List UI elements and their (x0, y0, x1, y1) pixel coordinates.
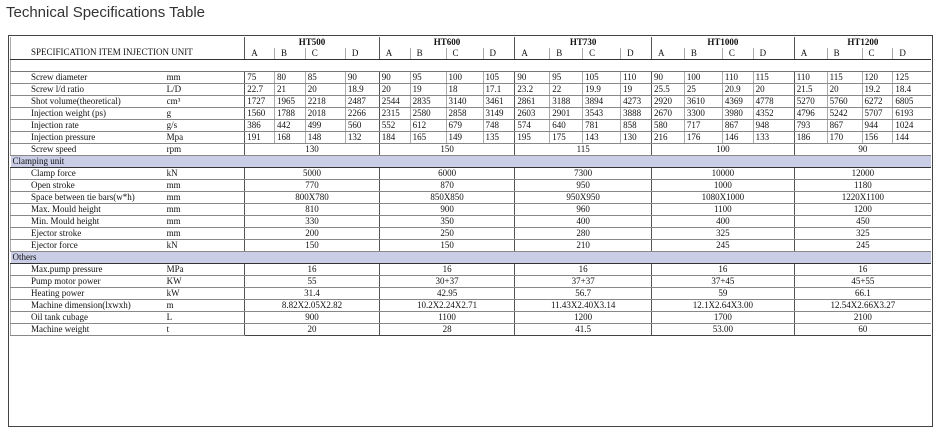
value-cell-ht600: 150 (379, 144, 515, 156)
value-cell: 105 (483, 72, 515, 84)
value-cell: 2670 (651, 108, 684, 120)
table-row (11, 312, 932, 324)
table-row (11, 144, 932, 156)
table-row (11, 132, 932, 144)
value-cell: 2544 (379, 96, 410, 108)
row-unit: Mpa (165, 132, 245, 144)
row-label: Space between tie bars(w*h) (11, 192, 165, 204)
value-cell: 184 (379, 132, 410, 144)
value-cell: 130 (621, 132, 652, 144)
value-cell: 3188 (550, 96, 583, 108)
table-row (11, 192, 932, 204)
value-cell: 612 (410, 120, 446, 132)
value-cell-ht500: 770 (245, 180, 380, 192)
value-cell: 1560 (245, 108, 275, 120)
value-cell: 18 (446, 84, 483, 96)
table-row (11, 204, 932, 216)
value-cell: 90 (651, 72, 684, 84)
value-cell: 85 (305, 72, 345, 84)
header-model-row (11, 37, 932, 48)
value-cell-ht730: 210 (515, 240, 652, 252)
value-cell: 2218 (305, 96, 345, 108)
row-label: Screw l/d ratio (11, 84, 165, 96)
value-cell: 22 (550, 84, 583, 96)
subcolumn-ht500-c: C (305, 48, 345, 60)
row-label: Heating power (11, 288, 165, 300)
value-cell-ht600: 6000 (379, 168, 515, 180)
value-cell: 25.5 (651, 84, 684, 96)
value-cell-ht730: 11.43X2.40X3.14 (515, 300, 652, 312)
value-cell-ht1200: 45+55 (794, 276, 931, 288)
value-cell-ht730: 41.5 (515, 324, 652, 336)
subcolumn-ht500-a: A (245, 48, 275, 60)
value-cell: 132 (345, 132, 379, 144)
value-cell: 95 (410, 72, 446, 84)
value-cell: 21.5 (794, 84, 827, 96)
section-label: Others (11, 252, 932, 264)
value-cell: 2018 (305, 108, 345, 120)
value-cell-ht1200: 90 (794, 144, 931, 156)
value-cell: 580 (651, 120, 684, 132)
value-cell: 2487 (345, 96, 379, 108)
value-cell: 948 (753, 120, 794, 132)
value-cell-ht500: 20 (245, 324, 380, 336)
value-cell: 2901 (550, 108, 583, 120)
value-cell-ht730: 960 (515, 204, 652, 216)
row-label: Ejector force (11, 240, 165, 252)
value-cell: 4352 (753, 108, 794, 120)
value-cell: 6193 (893, 108, 931, 120)
value-cell-ht500: 31.4 (245, 288, 380, 300)
value-cell-ht1000: 59 (651, 288, 794, 300)
value-cell-ht1000: 1100 (651, 204, 794, 216)
value-cell-ht500: 55 (245, 276, 380, 288)
value-cell-ht1000: 10000 (651, 168, 794, 180)
value-cell-ht1200: 245 (794, 240, 931, 252)
model-header-ht500: HT500 (245, 37, 380, 48)
subcolumn-ht1200-d: D (893, 48, 931, 60)
subcolumn-ht500-d: D (345, 48, 379, 60)
model-header-ht1000: HT1000 (651, 37, 794, 48)
row-label: Min. Mould height (11, 216, 165, 228)
row-unit: mm (165, 228, 245, 240)
value-cell: 90 (515, 72, 550, 84)
value-cell: 146 (722, 132, 753, 144)
value-cell: 6272 (862, 96, 893, 108)
row-unit: cm³ (165, 96, 245, 108)
value-cell: 20 (827, 84, 862, 96)
value-cell-ht1000: 16 (651, 264, 794, 276)
value-cell: 20.9 (722, 84, 753, 96)
row-label: Screw speed (11, 144, 165, 156)
value-cell-ht1200: 12000 (794, 168, 931, 180)
value-cell: 80 (274, 72, 305, 84)
value-cell: 216 (651, 132, 684, 144)
value-cell: 867 (827, 120, 862, 132)
value-cell: 156 (862, 132, 893, 144)
section-header-clamping (11, 156, 932, 168)
model-header-ht1200: HT1200 (794, 37, 931, 48)
value-cell: 552 (379, 120, 410, 132)
row-label: Max.pump pressure (11, 264, 165, 276)
value-cell: 3461 (483, 96, 515, 108)
value-cell: 3894 (583, 96, 621, 108)
value-cell: 2858 (446, 108, 483, 120)
table-row (11, 264, 932, 276)
row-label: Clamp force (11, 168, 165, 180)
table-row (11, 276, 932, 288)
spec-table (10, 37, 931, 336)
subcolumn-ht730-c: C (583, 48, 621, 60)
value-cell: 170 (827, 132, 862, 144)
value-cell: 386 (245, 120, 275, 132)
value-cell: 1024 (893, 120, 931, 132)
value-cell-ht1200: 450 (794, 216, 931, 228)
value-cell: 2861 (515, 96, 550, 108)
value-cell: 944 (862, 120, 893, 132)
value-cell: 20 (305, 84, 345, 96)
value-cell-ht500: 810 (245, 204, 380, 216)
section-label: Clamping unit (11, 156, 932, 168)
table-row (11, 120, 932, 132)
value-cell-ht1000: 37+45 (651, 276, 794, 288)
value-cell: 144 (893, 132, 931, 144)
value-cell: 90 (379, 72, 410, 84)
value-cell: 1965 (274, 96, 305, 108)
table-row (11, 288, 932, 300)
value-cell: 858 (621, 120, 652, 132)
value-cell: 110 (722, 72, 753, 84)
subcolumn-ht730-a: A (515, 48, 550, 60)
value-cell-ht600: 150 (379, 240, 515, 252)
value-cell: 143 (583, 132, 621, 144)
section-header-others (11, 252, 932, 264)
value-cell: 195 (515, 132, 550, 144)
value-cell-ht1200: 1200 (794, 204, 931, 216)
row-unit: mm (165, 204, 245, 216)
value-cell-ht600: 28 (379, 324, 515, 336)
table-row (11, 216, 932, 228)
value-cell-ht730: 400 (515, 216, 652, 228)
value-cell-ht1200: 1180 (794, 180, 931, 192)
value-cell: 19 (410, 84, 446, 96)
value-cell-ht730: 56.7 (515, 288, 652, 300)
value-cell: 5707 (862, 108, 893, 120)
value-cell-ht730: 950 (515, 180, 652, 192)
value-cell: 2603 (515, 108, 550, 120)
value-cell: 90 (345, 72, 379, 84)
value-cell: 640 (550, 120, 583, 132)
row-unit: mm (165, 180, 245, 192)
value-cell: 168 (274, 132, 305, 144)
value-cell-ht730: 950X950 (515, 192, 652, 204)
value-cell-ht500: 8.82X2.05X2.82 (245, 300, 380, 312)
value-cell: 1788 (274, 108, 305, 120)
table-row (11, 300, 932, 312)
value-cell-ht500: 330 (245, 216, 380, 228)
row-unit: kN (165, 168, 245, 180)
value-cell: 18.4 (893, 84, 931, 96)
value-cell: 19.2 (862, 84, 893, 96)
value-cell-ht1000: 245 (651, 240, 794, 252)
row-unit: MPa (165, 264, 245, 276)
table-row (11, 168, 932, 180)
value-cell: 186 (794, 132, 827, 144)
value-cell: 442 (274, 120, 305, 132)
value-cell-ht1200: 325 (794, 228, 931, 240)
value-cell: 2920 (651, 96, 684, 108)
value-cell: 3300 (684, 108, 722, 120)
value-cell: 19.9 (583, 84, 621, 96)
model-header-ht730: HT730 (515, 37, 652, 48)
value-cell: 18.9 (345, 84, 379, 96)
header-spec-label: SPECIFICATION ITEM INJECTION UNIT (11, 37, 245, 60)
row-unit: L (165, 312, 245, 324)
value-cell: 23.2 (515, 84, 550, 96)
value-cell-ht600: 16 (379, 264, 515, 276)
value-cell: 2580 (410, 108, 446, 120)
value-cell-ht500: 200 (245, 228, 380, 240)
value-cell: 175 (550, 132, 583, 144)
row-label: Injection rate (11, 120, 165, 132)
value-cell: 20 (379, 84, 410, 96)
table-row (11, 96, 932, 108)
table-row (11, 240, 932, 252)
value-cell: 499 (305, 120, 345, 132)
value-cell: 3610 (684, 96, 722, 108)
value-cell: 105 (583, 72, 621, 84)
row-label: Oil tank cubage (11, 312, 165, 324)
value-cell: 2315 (379, 108, 410, 120)
value-cell-ht500: 5000 (245, 168, 380, 180)
value-cell-ht1000: 1700 (651, 312, 794, 324)
value-cell-ht500: 16 (245, 264, 380, 276)
value-cell: 3980 (722, 108, 753, 120)
value-cell: 115 (753, 72, 794, 84)
row-label: Machine dimension(lxwxh) (11, 300, 165, 312)
value-cell-ht730: 7300 (515, 168, 652, 180)
row-unit: m (165, 300, 245, 312)
value-cell-ht1200: 66.1 (794, 288, 931, 300)
row-label: Shot volume(theoretical) (11, 96, 165, 108)
value-cell-ht600: 1100 (379, 312, 515, 324)
value-cell-ht730: 37+37 (515, 276, 652, 288)
subcolumn-ht1000-a: A (651, 48, 684, 60)
table-row (11, 108, 932, 120)
value-cell-ht1200: 12.54X2.66X3.27 (794, 300, 931, 312)
row-unit: kN (165, 240, 245, 252)
value-cell: 781 (583, 120, 621, 132)
value-cell-ht600: 10.2X2.24X2.71 (379, 300, 515, 312)
subcolumn-ht1200-a: A (794, 48, 827, 60)
row-label: Injection weight (ps) (11, 108, 165, 120)
value-cell: 95 (550, 72, 583, 84)
value-cell-ht500: 130 (245, 144, 380, 156)
header-spacer-row (11, 60, 932, 72)
value-cell-ht730: 115 (515, 144, 652, 156)
row-label: Open stroke (11, 180, 165, 192)
value-cell-ht1000: 1080X1000 (651, 192, 794, 204)
value-cell-ht600: 30+37 (379, 276, 515, 288)
model-header-ht600: HT600 (379, 37, 515, 48)
row-unit: mm (165, 216, 245, 228)
value-cell: 22.7 (245, 84, 275, 96)
row-label: Machine weight (11, 324, 165, 336)
table-row (11, 84, 932, 96)
row-unit: mm (165, 72, 245, 84)
row-unit: g/s (165, 120, 245, 132)
value-cell: 133 (753, 132, 794, 144)
value-cell: 5242 (827, 108, 862, 120)
value-cell: 135 (483, 132, 515, 144)
value-cell: 25 (684, 84, 722, 96)
value-cell: 5270 (794, 96, 827, 108)
subcolumn-ht1200-c: C (862, 48, 893, 60)
value-cell: 717 (684, 120, 722, 132)
row-label: Max. Mould height (11, 204, 165, 216)
value-cell: 115 (827, 72, 862, 84)
value-cell: 2835 (410, 96, 446, 108)
subcolumn-ht730-b: B (550, 48, 583, 60)
value-cell: 1727 (245, 96, 275, 108)
value-cell-ht1000: 100 (651, 144, 794, 156)
value-cell-ht500: 900 (245, 312, 380, 324)
value-cell-ht1000: 325 (651, 228, 794, 240)
subcolumn-ht1000-c: C (722, 48, 753, 60)
value-cell: 100 (446, 72, 483, 84)
row-unit: KW (165, 276, 245, 288)
row-label: Screw diameter (11, 72, 165, 84)
value-cell: 3888 (621, 108, 652, 120)
value-cell-ht1200: 2100 (794, 312, 931, 324)
value-cell-ht730: 16 (515, 264, 652, 276)
value-cell: 3543 (583, 108, 621, 120)
row-unit: t (165, 324, 245, 336)
value-cell: 5760 (827, 96, 862, 108)
row-unit: mm (165, 192, 245, 204)
value-cell: 867 (722, 120, 753, 132)
value-cell-ht600: 250 (379, 228, 515, 240)
value-cell: 4796 (794, 108, 827, 120)
value-cell-ht600: 900 (379, 204, 515, 216)
subcolumn-ht1000-b: B (684, 48, 722, 60)
table-row (11, 324, 932, 336)
value-cell-ht1200: 60 (794, 324, 931, 336)
value-cell: 165 (410, 132, 446, 144)
value-cell-ht730: 280 (515, 228, 652, 240)
table-row (11, 180, 932, 192)
table-row (11, 228, 932, 240)
value-cell: 125 (893, 72, 931, 84)
subcolumn-ht600-c: C (446, 48, 483, 60)
value-cell: 4369 (722, 96, 753, 108)
value-cell: 679 (446, 120, 483, 132)
value-cell: 100 (684, 72, 722, 84)
value-cell-ht1200: 1220X1100 (794, 192, 931, 204)
value-cell-ht500: 800X780 (245, 192, 380, 204)
row-unit: kW (165, 288, 245, 300)
value-cell-ht1000: 53.00 (651, 324, 794, 336)
value-cell-ht500: 150 (245, 240, 380, 252)
value-cell: 4778 (753, 96, 794, 108)
value-cell-ht1200: 16 (794, 264, 931, 276)
subcolumn-ht600-b: B (410, 48, 446, 60)
row-unit: rpm (165, 144, 245, 156)
value-cell: 793 (794, 120, 827, 132)
value-cell: 120 (862, 72, 893, 84)
value-cell: 19 (621, 84, 652, 96)
value-cell: 75 (245, 72, 275, 84)
value-cell-ht600: 350 (379, 216, 515, 228)
value-cell: 574 (515, 120, 550, 132)
value-cell: 149 (446, 132, 483, 144)
value-cell-ht1000: 400 (651, 216, 794, 228)
value-cell: 110 (621, 72, 652, 84)
row-label: Injection pressure (11, 132, 165, 144)
value-cell: 3140 (446, 96, 483, 108)
subcolumn-ht1000-d: D (753, 48, 794, 60)
value-cell: 4273 (621, 96, 652, 108)
value-cell: 748 (483, 120, 515, 132)
value-cell-ht600: 42.95 (379, 288, 515, 300)
value-cell: 6805 (893, 96, 931, 108)
subcolumn-ht730-d: D (621, 48, 652, 60)
value-cell-ht1000: 12.1X2.64X3.00 (651, 300, 794, 312)
value-cell: 17.1 (483, 84, 515, 96)
table-row (11, 72, 932, 84)
subcolumn-ht500-b: B (274, 48, 305, 60)
row-label: Ejector stroke (11, 228, 165, 240)
value-cell-ht730: 1200 (515, 312, 652, 324)
page-title: Technical Specifications Table (6, 4, 206, 21)
subcolumn-ht1200-b: B (827, 48, 862, 60)
value-cell: 110 (794, 72, 827, 84)
value-cell: 21 (274, 84, 305, 96)
subcolumn-ht600-a: A (379, 48, 410, 60)
value-cell-ht1000: 1000 (651, 180, 794, 192)
value-cell: 191 (245, 132, 275, 144)
value-cell-ht600: 870 (379, 180, 515, 192)
row-unit: L/D (165, 84, 245, 96)
subcolumn-ht600-d: D (483, 48, 515, 60)
row-label: Pump motor power (11, 276, 165, 288)
value-cell-ht600: 850X850 (379, 192, 515, 204)
row-unit: g (165, 108, 245, 120)
value-cell: 20 (753, 84, 794, 96)
value-cell: 3149 (483, 108, 515, 120)
value-cell: 560 (345, 120, 379, 132)
value-cell: 148 (305, 132, 345, 144)
value-cell: 176 (684, 132, 722, 144)
value-cell: 2266 (345, 108, 379, 120)
